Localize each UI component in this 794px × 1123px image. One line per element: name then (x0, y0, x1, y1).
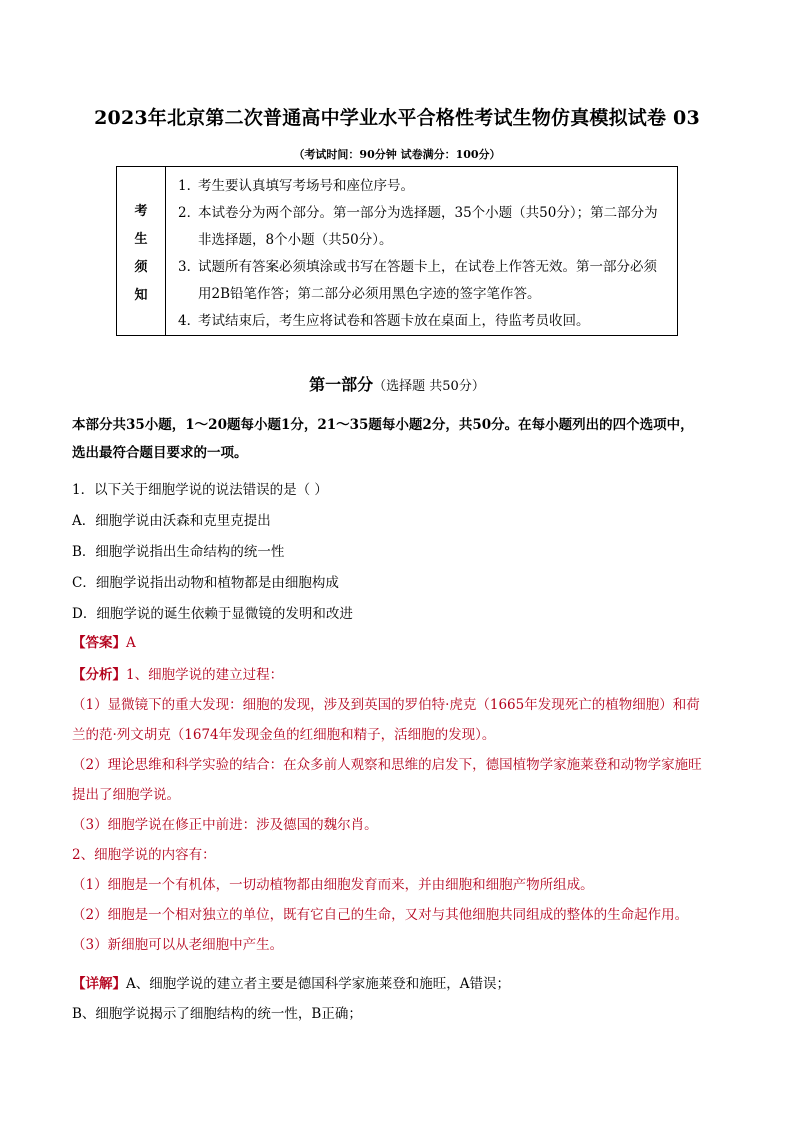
notice-item-text: 本试卷分为两个部分。第一部分为选择题，35个小题（共50分）；第二部分为非选择题，8个小题（共50分）。 (198, 205, 658, 248)
analysis-line: （2）理论思维和科学实验的结合：在众多前人观察和思维的启发下，德国植物学家施莱登和动物学家施旺 (72, 757, 702, 773)
detail-line: B、细胞学说揭示了细胞结构的统一性，B正确； (72, 1006, 362, 1022)
analysis-line: （3）细胞学说在修正中前进：涉及德国的魏尔肖。 (72, 817, 378, 833)
detail-line (72, 969, 727, 999)
notice-item-number: 2． (178, 205, 201, 221)
detail-text: A、细胞学说的建立者主要是德国科学家施莱登和施旺，A错误； (126, 976, 510, 992)
notice-label-char: 考 (134, 203, 148, 219)
section-intro (72, 411, 727, 467)
analysis-line: （3）新细胞可以从老细胞中产生。 (72, 937, 284, 953)
option-b: B．细胞学说指出生命结构的统一性 (72, 544, 285, 560)
analysis-line: 2、细胞学说的内容有： (72, 847, 216, 863)
notice-item-number: 1． (178, 178, 201, 194)
answer-tag: 【答案】 (72, 635, 126, 651)
analysis-line: （1）显微镜下的重大发现：细胞的发现，涉及到英国的罗伯特·虎克（1665年发现死亡的植物细胞）和荷 (72, 697, 700, 713)
candidate-notice-box (116, 166, 678, 336)
section-score: （选择题 共50分） (373, 379, 485, 394)
notice-label-char: 知 (134, 287, 148, 303)
answer-line (72, 628, 727, 658)
analysis-tag: 【分析】 (72, 667, 126, 683)
notice-label-char: 须 (134, 259, 148, 275)
notice-item-number: 4． (178, 313, 201, 329)
notice-item (178, 173, 667, 200)
question-stem: 1．以下关于细胞学说的说法错误的是（ ） (72, 482, 328, 498)
intro-line: 选出最符合题目要求的一项。 (72, 445, 248, 461)
analysis-line: 兰的范·列文胡克（1674年发现金鱼的红细胞和精子，活细胞的发现）。 (72, 727, 496, 743)
analysis-line: （1）细胞是一个有机体，一切动植物都由细胞发育而来，并由细胞和细胞产物所组成。 (72, 877, 594, 893)
notice-item-number: 3． (178, 259, 201, 275)
notice-label-char: 生 (134, 231, 148, 247)
section-heading (0, 372, 794, 395)
exam-subtitle: （考试时间：90分钟 试卷满分：100分） (293, 148, 501, 161)
section-title: 第一部分 (309, 375, 374, 394)
analysis-text: 1、细胞学说的建立过程： (126, 667, 284, 683)
option-c: C．细胞学说指出动物和植物都是由细胞构成 (72, 575, 339, 591)
option-a: A．细胞学说由沃森和克里克提出 (72, 513, 271, 529)
notice-item (178, 200, 667, 254)
notice-item (178, 308, 667, 335)
intro-line: 本部分共35小题，1～20题每小题1分，21～35题每小题2分，共50分。在每小题列出的四个选项中， (72, 417, 694, 433)
notice-item (178, 254, 667, 308)
answer-value: A (126, 635, 136, 651)
notice-item-text: 考试结束后，考生应将试卷和答题卡放在桌面上，待监考员收回。 (198, 313, 590, 329)
exam-title: 2023年北京第二次普通高中学业水平合格性考试生物仿真模拟试卷 03 (94, 107, 700, 129)
question-1 (72, 475, 727, 630)
analysis-line (72, 660, 727, 690)
detail-block (72, 969, 727, 1029)
option-d: D．细胞学说的诞生依赖于显微镜的发明和改进 (72, 606, 353, 622)
analysis-line: 提出了细胞学说。 (72, 787, 180, 803)
notice-items (166, 167, 677, 335)
analysis-line: （2）细胞是一个相对独立的单位，既有它自己的生命，又对与其他细胞共同组成的整体的生命起作用。 (72, 907, 689, 923)
notice-item-text: 考生要认真填写考场号和座位序号。 (198, 178, 414, 194)
detail-tag: 【详解】 (72, 976, 126, 992)
notice-item-text: 试题所有答案必须填涂或书写在答题卡上，在试卷上作答无效。第一部分必须用2B铅笔作答；第二部分必须用黑色字迹的签字笔作答。 (198, 259, 657, 302)
notice-label (117, 167, 166, 335)
analysis-block (72, 660, 727, 960)
